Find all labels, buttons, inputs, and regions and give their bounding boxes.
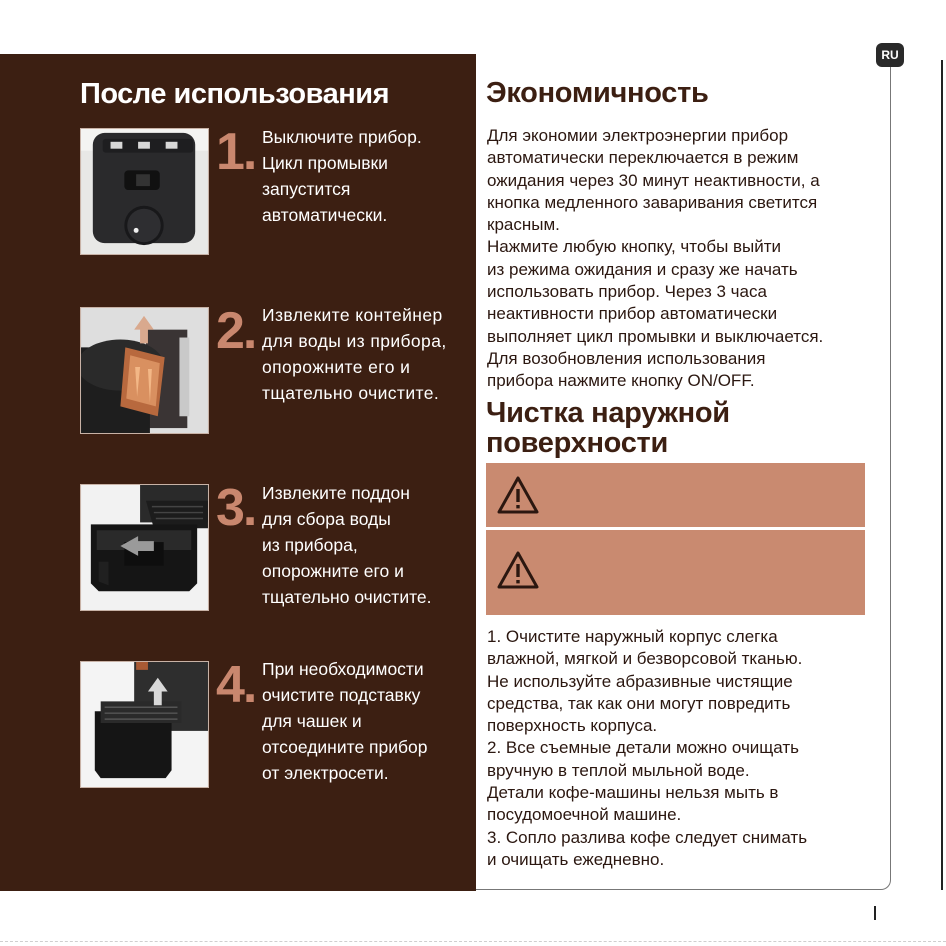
step-3-number: 3.: [216, 479, 256, 537]
step-3-text: Извлеките поддон для сбора воды из прибора, опорожните его и тщательно очистите.: [262, 483, 432, 607]
warning-box-1: [486, 463, 865, 527]
step-2-photo: [80, 307, 209, 434]
step-4-number: 4.: [216, 656, 256, 714]
economy-text: Для экономии электроэнергии прибор автоматически переключается в режим ожидания через 30 минут неактивности, а кнопка медленного заваривания светится красным. Нажмите любую кнопку, чтобы выйти из режима ожидания и сразу же начать использовать прибор. Через 3 часа неактивности прибор автоматически выполняет цикл промывки и выключается. Для возобновления использования прибора нажмите кнопку ON/OFF.: [487, 126, 824, 391]
step-2-number: 2.: [216, 302, 256, 360]
step-1-text: Выключите прибор. Цикл промывки запустится автоматически.: [262, 127, 422, 225]
power-button-photo-illustration: [81, 129, 208, 254]
warning-triangle-icon: [496, 475, 540, 515]
after-use-title: После использования: [80, 78, 389, 110]
step-3-photo: [80, 484, 209, 611]
warning-triangle-icon: [496, 550, 540, 590]
step-1-number: 1.: [216, 123, 256, 181]
page-edge-line: [941, 60, 943, 890]
exterior-cleaning-text: 1. Очистите наружный корпус слегка влажной, мягкой и безворсовой тканью. Не используйте абразивные чистящие средства, так как они могут повредить поверхность корпуса. 2. Все съемные детали можно очищать вручную в теплой мыльной воде. Детали кофе-машины нельзя мыть в посудомоечной машине. 3. Сопло разлива кофе следует снимать и очищать ежедневно.: [487, 627, 808, 869]
water-tank-photo-illustration: [81, 308, 208, 433]
exterior-cleaning-title: Чистка наружной поверхности: [486, 397, 730, 459]
step-1-photo: [80, 128, 209, 255]
step-4-text: При необходимости очистите подставку для чашек и отсоедините прибор от электросети.: [262, 659, 428, 783]
page-number-tick: [874, 906, 876, 920]
cup-stand-photo-illustration: [81, 662, 208, 787]
drip-tray-photo-illustration: [81, 485, 208, 610]
step-2-text: Извлеките контейнер для воды из прибора, опорожните его и тщательно очистите.: [262, 305, 447, 403]
economy-title: Экономичность: [486, 77, 709, 109]
language-badge: RU: [876, 43, 904, 67]
step-4-photo: [80, 661, 209, 788]
trim-line: [0, 941, 946, 942]
warning-box-2: [486, 530, 865, 615]
